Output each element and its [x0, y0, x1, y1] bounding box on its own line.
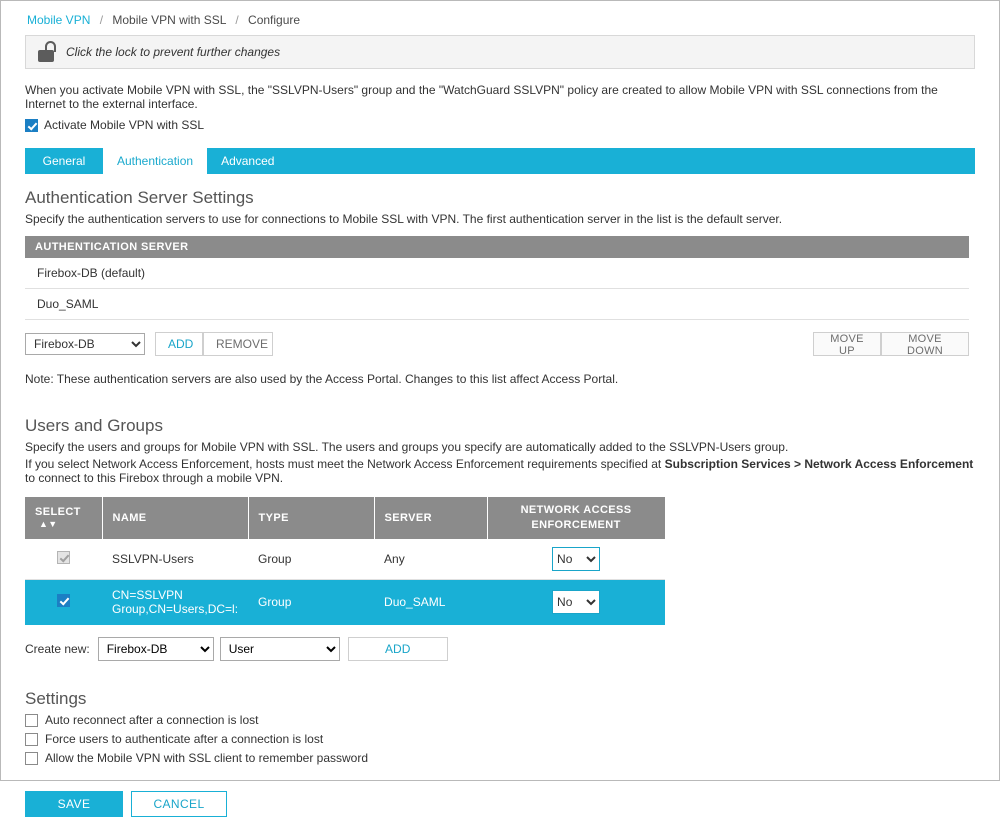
setting-auto-reconnect[interactable]: [25, 713, 975, 727]
create-new-add-button[interactable]: ADD: [348, 637, 448, 661]
row-type: Group: [248, 580, 374, 625]
users-groups-description-2: [25, 457, 975, 485]
breadcrumb-separator: /: [99, 13, 104, 27]
nae-desc-path: Subscription Services > Network Access Enforcement: [664, 457, 974, 471]
users-groups-table-header-row: [25, 497, 665, 539]
column-header-name[interactable]: NAME: [102, 497, 248, 539]
auto-reconnect-label: Auto reconnect after a connection is lost: [45, 713, 259, 727]
row-nae-cell: [487, 580, 665, 625]
force-authenticate-checkbox[interactable]: [25, 733, 38, 746]
column-header-select-label: SELECT: [35, 506, 81, 518]
row-server: Any: [374, 539, 487, 580]
auth-note: Note: These authentication servers are also used by the Access Portal. Changes to this list affect Access Portal.: [25, 372, 619, 386]
row-select-cell: [25, 539, 102, 580]
authentication-server-table: [25, 236, 969, 320]
activate-mobile-vpn-checkbox[interactable]: [25, 119, 38, 132]
save-button[interactable]: SAVE: [25, 791, 123, 817]
nae-desc-post: to connect to this Firebox through a mobile VPN.: [25, 471, 284, 485]
row-name-label: CN=SSLVPN Group,CN=Users,DC=l:: [112, 588, 239, 616]
tab-authentication[interactable]: Authentication: [103, 148, 207, 174]
tab-advanced[interactable]: Advanced: [221, 154, 275, 168]
create-new-server-select[interactable]: [98, 637, 214, 661]
breadcrumb-separator: /: [235, 13, 239, 27]
row-nae-cell: [487, 539, 665, 580]
auth-move-down-button[interactable]: MOVE DOWN: [881, 332, 969, 356]
column-header-type[interactable]: TYPE: [248, 497, 374, 539]
auth-section-description: Specify the authentication servers to use for connections to Mobile SSL with VPN. The first authentication server in the list is the default server.: [25, 212, 783, 226]
auth-server-row-duo-saml[interactable]: Duo_SAML: [25, 289, 969, 320]
row-name: [102, 580, 248, 625]
users-groups-table: [25, 497, 666, 625]
force-authenticate-label: Force users to authenticate after a connection is lost: [45, 732, 324, 746]
table-row[interactable]: [25, 580, 665, 625]
lock-bar-label: Click the lock to prevent further changes: [66, 45, 281, 59]
activate-row[interactable]: [25, 118, 975, 132]
settings-section: [25, 689, 975, 765]
intro-text: When you activate Mobile VPN with SSL, the "SSLVPN-Users" group and the "WatchGuard SSLVPN" policy are created to allow Mobile VPN with SSL connections from the Internet to the external interface.: [25, 83, 938, 111]
column-header-server[interactable]: SERVER: [374, 497, 487, 539]
remember-password-checkbox[interactable]: [25, 752, 38, 765]
settings-title: Settings: [25, 689, 87, 708]
auth-server-select[interactable]: [25, 333, 145, 355]
tab-general[interactable]: General: [25, 148, 103, 174]
breadcrumb-item-configure: Configure: [248, 13, 301, 27]
row-name: SSLVPN-Users: [102, 539, 248, 580]
nae-desc-pre: If you select Network Access Enforcement, hosts must meet the Network Access Enforcement requirements specified at: [25, 457, 665, 471]
users-groups-description-1: Specify the users and groups for Mobile VPN with SSL. The users and groups you specify are automatically added to the SSLVPN-Users group.: [25, 440, 789, 454]
row-select-checkbox[interactable]: [57, 594, 70, 607]
authentication-server-table-header: AUTHENTICATION SERVER: [25, 236, 969, 258]
breadcrumb-item-mobile-vpn[interactable]: Mobile VPN: [27, 13, 91, 27]
breadcrumb: [25, 11, 975, 35]
create-new-label: Create new:: [25, 642, 90, 656]
auth-server-row-firebox-db[interactable]: Firebox-DB (default): [25, 258, 969, 289]
auth-add-button[interactable]: ADD: [155, 332, 203, 356]
auth-move-up-button[interactable]: MOVE UP: [813, 332, 881, 356]
create-new-type-select[interactable]: [220, 637, 340, 661]
cancel-button[interactable]: CANCEL: [131, 791, 227, 817]
remember-password-label: Allow the Mobile VPN with SSL client to remember password: [45, 751, 369, 765]
create-new-row: [25, 637, 975, 661]
users-groups-title: Users and Groups: [25, 416, 163, 435]
auth-remove-button[interactable]: REMOVE: [203, 332, 273, 356]
auto-reconnect-checkbox[interactable]: [25, 714, 38, 727]
row-nae-select[interactable]: [552, 547, 600, 571]
table-row[interactable]: [25, 539, 665, 580]
auth-server-controls: [25, 332, 969, 356]
setting-remember-password[interactable]: [25, 751, 975, 765]
auth-section-title: Authentication Server Settings: [25, 188, 254, 207]
column-header-select[interactable]: [25, 497, 102, 539]
lock-bar[interactable]: [25, 35, 975, 69]
row-type: Group: [248, 539, 374, 580]
setting-force-authenticate[interactable]: [25, 732, 975, 746]
breadcrumb-item-mobile-vpn-with-ssl[interactable]: Mobile VPN with SSL: [112, 13, 226, 27]
unlocked-padlock-icon[interactable]: [36, 41, 58, 63]
row-select-checkbox: [57, 551, 70, 564]
tab-bar: [25, 148, 975, 174]
sort-caret-icon[interactable]: ▲▼: [39, 519, 58, 529]
users-and-groups-section: [25, 416, 975, 661]
row-nae-select[interactable]: [552, 590, 600, 614]
activate-mobile-vpn-label: Activate Mobile VPN with SSL: [44, 118, 205, 132]
row-select-cell: [25, 580, 102, 625]
column-header-network-access-enforcement[interactable]: NETWORK ACCESS ENFORCEMENT: [487, 497, 665, 539]
footer-actions: [25, 791, 975, 817]
row-server: Duo_SAML: [374, 580, 487, 625]
